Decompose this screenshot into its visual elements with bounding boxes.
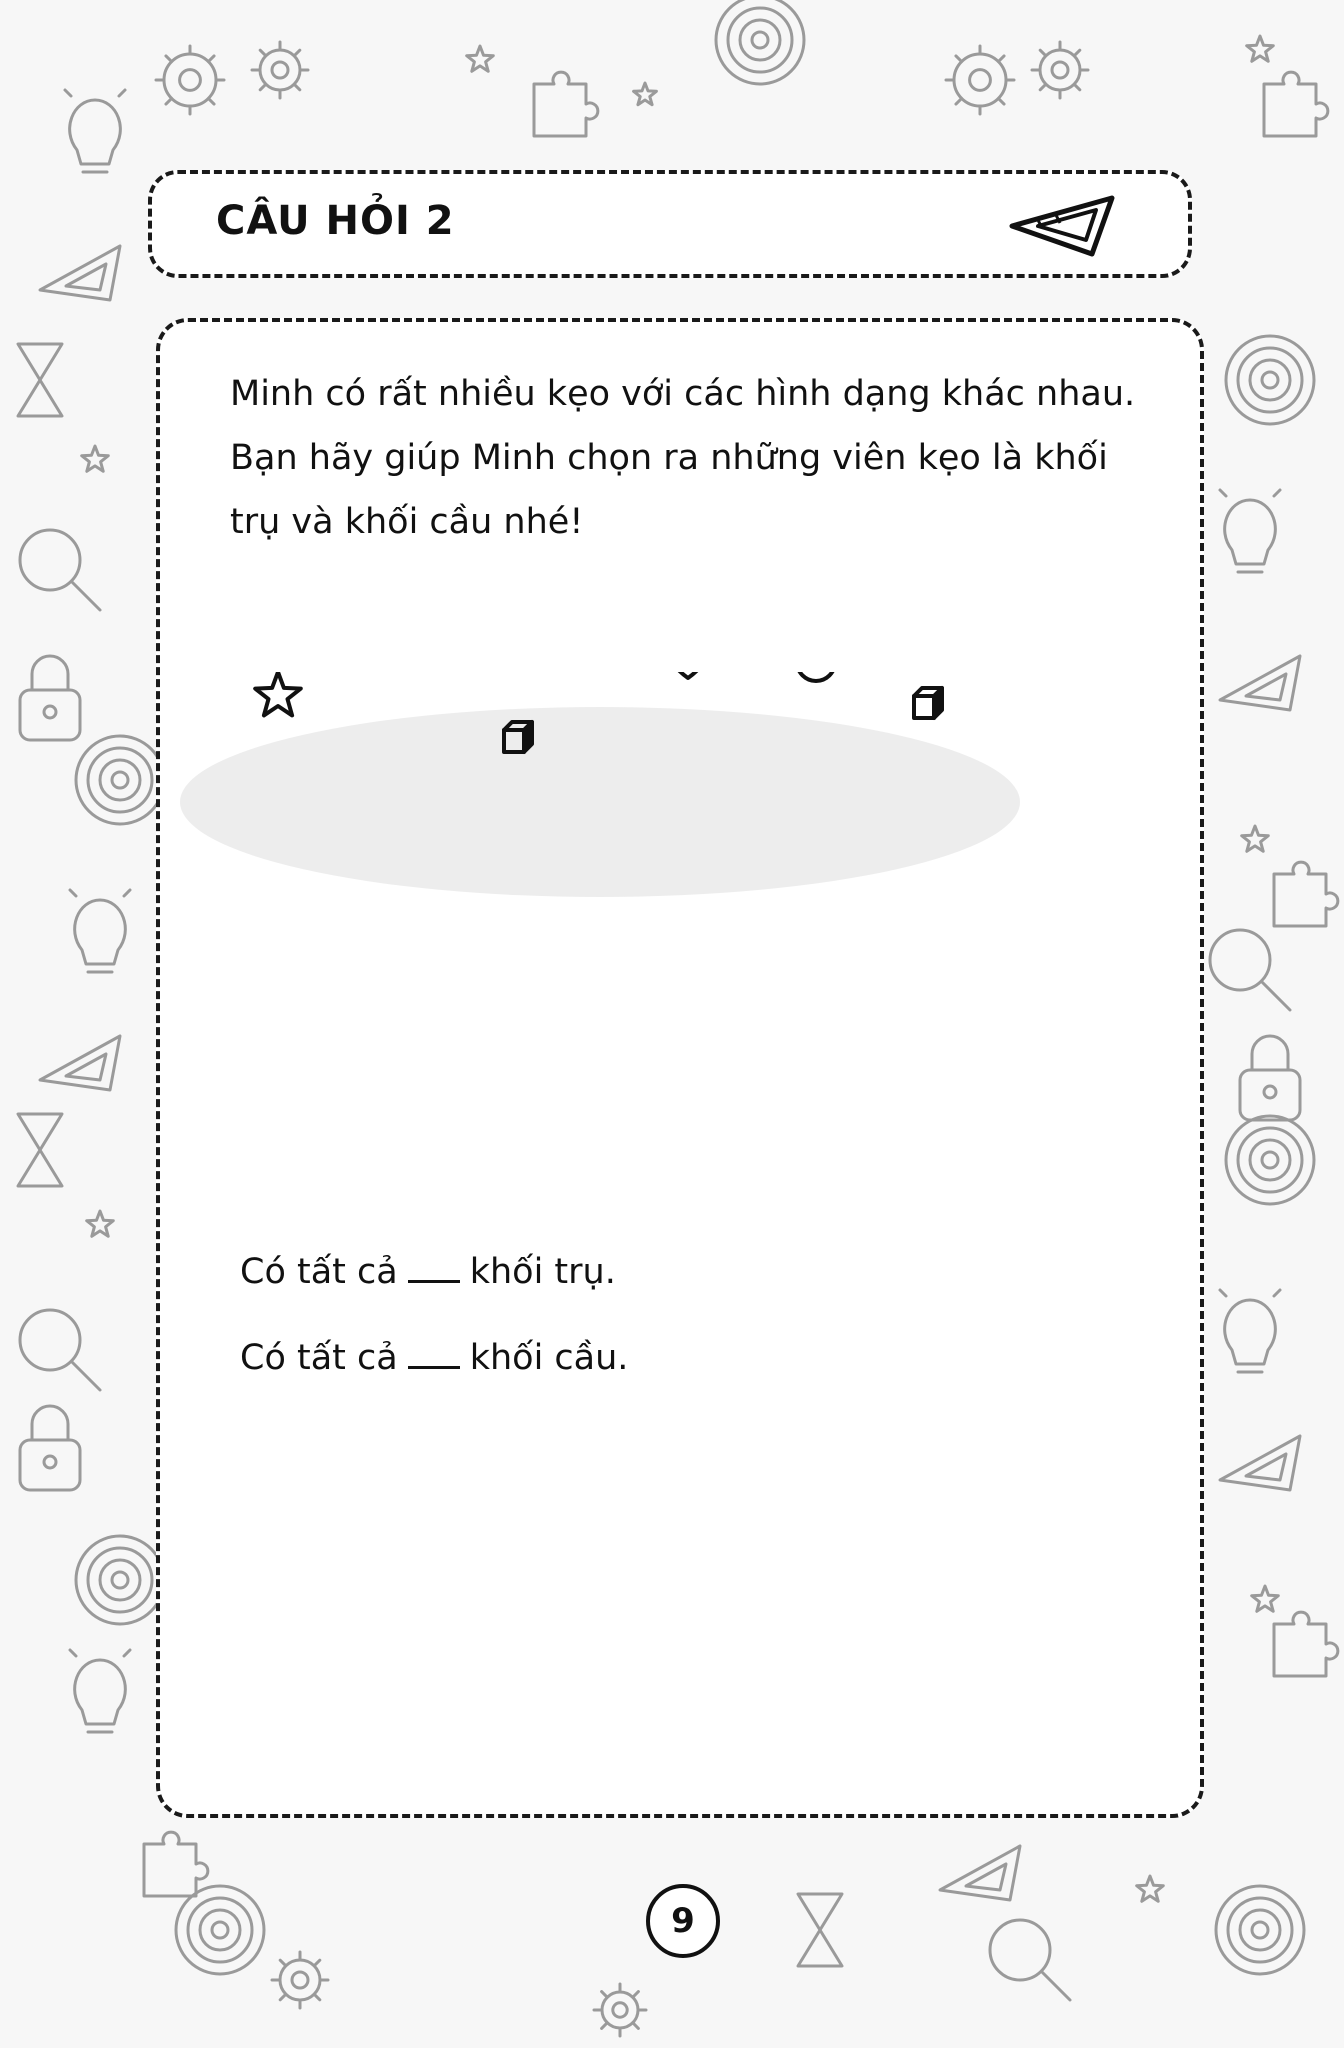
sphere-candy-icon[interactable] — [797, 672, 835, 681]
maze-icon — [1226, 336, 1314, 424]
answer-blank-cylinders[interactable] — [408, 1280, 460, 1283]
answer-suffix: khối trụ. — [469, 1252, 616, 1292]
question-line: Bạn hãy giúp Minh chọn ra những viên kẹo là khối — [230, 438, 1108, 478]
maze-icon — [1226, 1116, 1314, 1204]
hourglass-icon — [18, 344, 62, 416]
lightbulb-icon — [1220, 490, 1280, 572]
gear-icon — [272, 1952, 328, 2008]
maze-icon — [76, 736, 164, 824]
star-icon — [1252, 1586, 1279, 1611]
puzzle-piece-icon — [1274, 1612, 1338, 1676]
lightbulb-icon — [1220, 1290, 1280, 1372]
question-text — [230, 362, 1160, 554]
puzzle-piece-icon — [1274, 862, 1338, 926]
padlock-icon — [20, 656, 80, 740]
answer-spheres — [240, 1338, 628, 1378]
answer-suffix: khối cầu. — [469, 1338, 629, 1378]
star-icon — [1242, 826, 1269, 851]
maze-icon — [1216, 1886, 1304, 1974]
star-icon — [467, 46, 494, 71]
question-card — [156, 318, 1204, 1818]
gear-icon — [1032, 42, 1088, 98]
lightbulb-icon — [70, 1650, 130, 1732]
star-icon — [1247, 36, 1274, 61]
page-number: 9 — [646, 1884, 720, 1958]
grey-smudge — [180, 707, 1020, 897]
padlock-icon — [20, 1406, 80, 1490]
hourglass-icon — [798, 1894, 842, 1966]
question-header — [148, 170, 1192, 278]
answer-cylinders — [240, 1252, 616, 1292]
question-line: trụ và khối cầu nhé! — [230, 502, 584, 542]
lightbulb-icon — [70, 890, 130, 972]
question-line: Minh có rất nhiều kẹo với các hình dạng khác nhau. — [230, 374, 1136, 414]
padlock-icon — [1240, 1036, 1300, 1120]
lightbulb-icon — [65, 90, 125, 172]
puzzle-piece-icon — [1264, 72, 1328, 136]
answer-prefix: Có tất cả — [240, 1338, 398, 1378]
set-square-ruler-icon — [1008, 192, 1118, 260]
maze-icon — [76, 1536, 164, 1624]
star-icon — [1137, 1876, 1164, 1901]
puzzle-piece-icon — [144, 1832, 208, 1896]
gear-icon — [594, 1984, 646, 2036]
heart-candy-icon[interactable] — [668, 672, 708, 678]
magnifier-icon — [20, 530, 100, 610]
gear-icon — [252, 42, 308, 98]
star-icon — [87, 1211, 114, 1236]
star-icon — [82, 446, 109, 471]
puzzle-piece-icon — [534, 72, 598, 136]
set-square-icon — [1220, 1436, 1300, 1490]
set-square-icon — [940, 1846, 1020, 1900]
candy-shapes-area — [160, 672, 1200, 1232]
gear-icon — [946, 46, 1014, 114]
star-icon — [634, 83, 657, 105]
maze-icon — [716, 0, 804, 84]
answer-prefix: Có tất cả — [240, 1252, 398, 1292]
set-square-icon — [1220, 656, 1300, 710]
magnifier-icon — [1210, 930, 1290, 1010]
hourglass-icon — [18, 1114, 62, 1186]
gear-icon — [156, 46, 224, 114]
maze-icon — [176, 1886, 264, 1974]
set-square-icon — [40, 1036, 120, 1090]
magnifier-icon — [20, 1310, 100, 1390]
set-square-icon — [40, 246, 120, 300]
answer-blank-spheres[interactable] — [408, 1366, 460, 1369]
magnifier-icon — [990, 1920, 1070, 2000]
cube-candy-icon[interactable] — [914, 688, 942, 718]
star-candy-icon[interactable] — [255, 672, 301, 715]
question-title: CÂU HỎI 2 — [216, 198, 455, 244]
